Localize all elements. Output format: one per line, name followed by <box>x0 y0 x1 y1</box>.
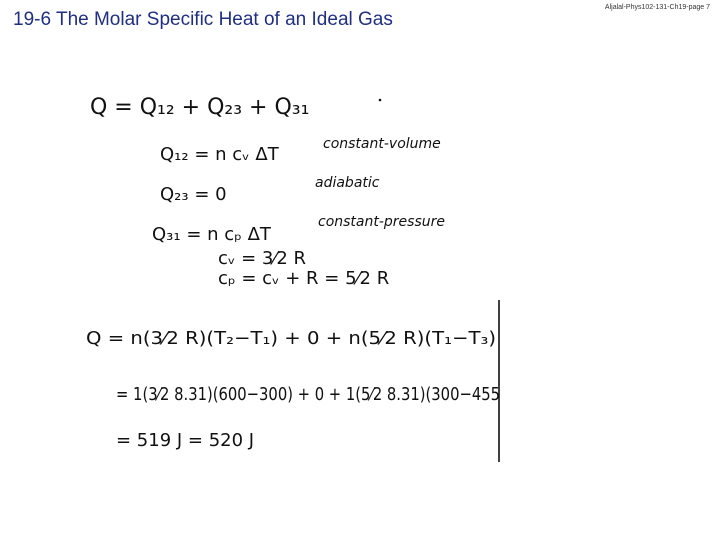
equation-q23: Q₂₃ = 0 <box>160 184 227 205</box>
note-constant-volume: constant-volume <box>323 136 441 152</box>
equation-cp: cₚ = cᵥ + R = 5⁄2 R <box>218 268 390 289</box>
slide-title: 19-6 The Molar Specific Heat of an Ideal Gas <box>13 9 393 30</box>
equation-q31: Q₃₁ = n cₚ ΔT <box>152 224 271 245</box>
equation-q12: Q₁₂ = n cᵥ ΔT <box>160 144 279 165</box>
equation-cv: cᵥ = 3⁄2 R <box>218 248 307 269</box>
page-label: Aljalal-Phys102-131-Ch19-page 7 <box>604 4 710 11</box>
note-adiabatic: adiabatic <box>315 175 380 191</box>
equation-q-numeric: = 1(3⁄2 8.31)(600−300) + 0 + 1(5⁄2 8.31)(300−455 <box>116 384 500 405</box>
equation-q-expanded: Q = n(3⁄2 R)(T₂−T₁) + 0 + n(5⁄2 R)(T₁−T₃) <box>86 328 496 349</box>
equation-sum: Q = Q₁₂ + Q₂₃ + Q₃₁ <box>90 95 310 120</box>
dot-mark <box>379 99 382 102</box>
equation-q-result: = 519 J = 520 J <box>116 430 255 451</box>
note-constant-pressure: constant-pressure <box>318 214 445 230</box>
